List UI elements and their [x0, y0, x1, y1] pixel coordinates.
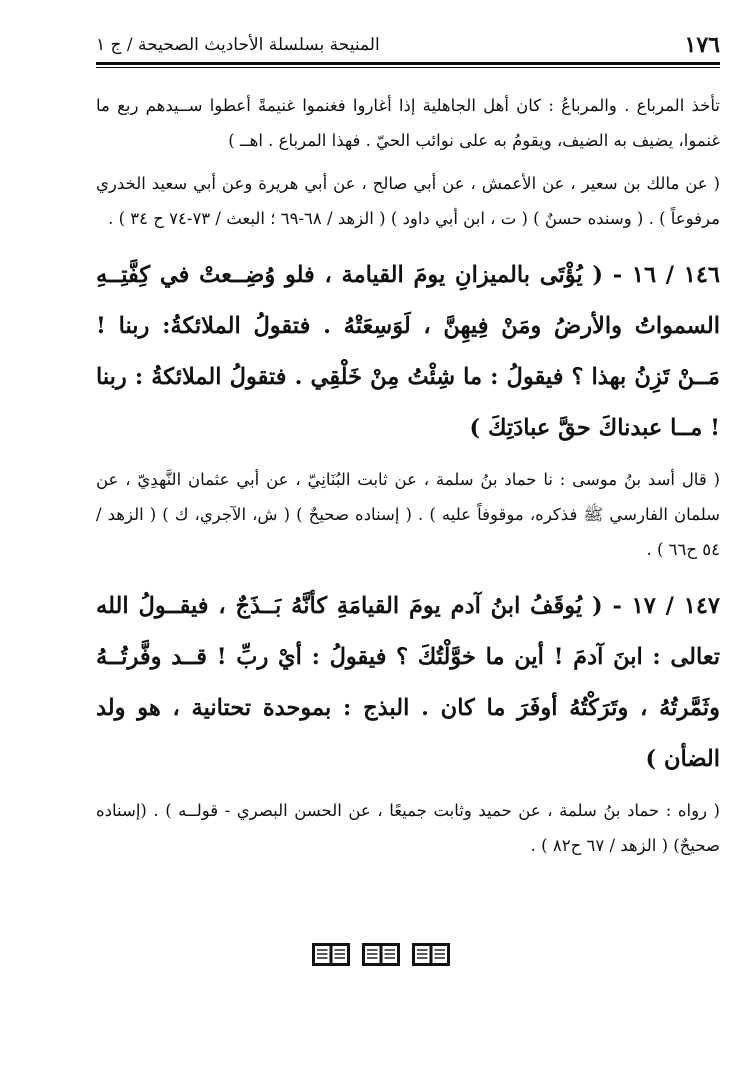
- commentary-note: تأخذ المرباع . والمرباعُ : كان أهل الجاهلية إذا أغاروا فغنموا غنيمةً أعطوا ســيدهم ربع ما غنموا، يضيف به الضيف، ويقومُ به على نوائب الحيّ . فهذا المرباع . اهــ ): [96, 96, 720, 150]
- open-book-icon: [411, 940, 451, 968]
- header-rule-thin: [96, 67, 720, 68]
- hadith-147: ١٤٧ / ١٧ - ( يُوقَفُ ابنُ آدم يومَ القيامَةِ كأنَّهُ بَــذَجٌ ، فيقــولُ الله تعالى : ابنَ آدمَ ! أين ما خوَّلْتُكَ ؟ فيقولُ : أيْ ربِّ ! قــد وفَّرتُــهُ وثَمَّرتُهُ ، وتَرَكْتُهُ أوفَرَ ما كان . البذج : بموحدة تحتانية ، هو ولد الضأن ): [96, 593, 720, 772]
- source-note: ( قال أسد بنُ موسى : نا حماد بنُ سلمة ، عن ثابت البُنَانِيّ ، عن أبي عثمان النَّهدِيّ ، عن سلمان الفارسي ﷺ فذكره، موقوفاً عليه ) . ( إسناده صحيحٌ ) ( ش، الآجري، ك ) ( الزهد / ٥٤ ح٦٦ ) .: [96, 470, 720, 559]
- header-rule-thick: [96, 62, 720, 65]
- page-header: [96, 28, 720, 62]
- source-note: ( رواه : حماد بنُ سلمة ، عن حميد وثابت جميعًا ، عن الحسن البصري - قولــه ) . (إسناده صحيحٌ) ( الزهد / ٦٧ ح٨٢ ) .: [96, 801, 720, 855]
- source-note: ( عن مالك بن سعير ، عن الأعمش ، عن أبي صالح ، عن أبي هريرة وعن أبي سعيد الخدري مرفوعاً ) . ( وسنده حسنٌ ) ( ت ، ابن أبي داود ) ( الزهد / ٦٨-٦٩ ؛ البعث / ٧٣-٧٤ ح ٣٤ ) .: [96, 174, 720, 228]
- open-book-icon: [361, 940, 401, 968]
- open-book-icon: [311, 940, 351, 968]
- end-ornament: [311, 940, 451, 970]
- page-content: [96, 88, 720, 863]
- running-title: المنيحة بسلسلة الأحاديث الصحيحة / ج ١: [96, 35, 380, 55]
- hadith-146: ١٤٦ / ١٦ - ( يُؤْتَى بالميزانِ يومَ القيامة ، فلو وُضِــعتْ في كِفَّتِــهِ السمواتُ والأرضُ ومَنْ فِيهِنَّ ، لَوَسِعَتْهُ . فتقولُ الملائكةُ: ربنا ! مَــنْ تَزِنُ بهذا ؟ فيقولُ : ما شِئْتُ مِنْ خَلْقِي . فتقولُ الملائكةُ : ربنا ! مــا عبدناكَ حقَّ عبادَتِكَ ): [96, 262, 720, 441]
- page-number: ١٧٦: [684, 32, 720, 58]
